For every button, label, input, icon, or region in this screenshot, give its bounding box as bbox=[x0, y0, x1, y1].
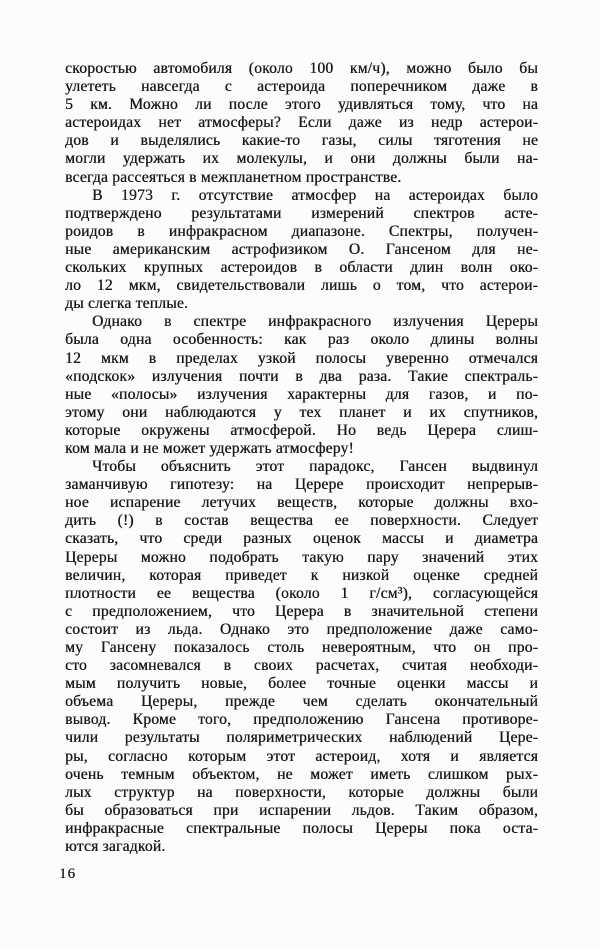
paragraph bbox=[65, 313, 538, 458]
page-text bbox=[65, 60, 538, 856]
text-line: ются загадкой. bbox=[65, 838, 166, 856]
text-line: 5 км. Можно ли после этого удивляться тому, что на bbox=[65, 96, 538, 114]
page-number: 16 bbox=[59, 866, 76, 882]
text-line: состоит из льда. Однако это предположение даже само- bbox=[65, 620, 538, 638]
text-line: сто засомневался в своих расчетах, считая необходи- bbox=[65, 657, 538, 675]
text-line: улететь навсегда с астероида поперечником даже в bbox=[65, 78, 538, 96]
text-line: вывод. Кроме того, предположению Гансена противоре- bbox=[65, 711, 538, 729]
text-line: объема Цереры, прежде чем сделать окончательный bbox=[65, 693, 538, 711]
text-line: величин, которая приведет к низкой оценке средней bbox=[65, 566, 538, 584]
text-line: дов и выделялись какие-то газы, силы тяготения не bbox=[65, 132, 538, 150]
text-line: с предположением, что Церера в значительной степени bbox=[65, 602, 538, 620]
text-line: ло 12 мкм, свидетельствовали лишь о том, что астерои- bbox=[65, 277, 538, 295]
text-line: бы образоваться при испарении льдов. Таким образом, bbox=[65, 801, 538, 819]
text-line: была одна особенность: как раз около длины волны bbox=[65, 331, 538, 349]
text-line: ные американским астрофизиком О. Гансеном для не- bbox=[65, 240, 538, 258]
text-line: астероидах нет атмосферы? Если даже из недр астерои- bbox=[65, 114, 538, 132]
text-line: этому они наблюдаются у тех планет и их спутников, bbox=[65, 403, 538, 421]
text-line: ком мала и не может удержать атмосферу! bbox=[65, 439, 354, 457]
text-line: дить (!) в состав вещества ее поверхности. Следует bbox=[65, 512, 538, 530]
text-line: которые окружены атмосферой. Но ведь Церера слиш- bbox=[65, 421, 538, 439]
text-line: В 1973 г. отсутствие атмосфер на астероидах было bbox=[92, 186, 538, 204]
text-line: скоростью автомобиля (около 100 км/ч), можно было бы bbox=[65, 60, 538, 77]
text-line: Чтобы объяснить этот парадокс, Гансен выдвинул bbox=[92, 458, 538, 476]
text-line: мым получить новые, более точные оценки массы и bbox=[65, 675, 538, 693]
text-line: подтверждено результатами измерений спектров асте- bbox=[65, 204, 538, 222]
paragraph bbox=[65, 60, 538, 187]
text-line: ды слегка теплые. bbox=[65, 295, 189, 313]
text-line: Цереры можно подобрать такую пару значений этих bbox=[65, 548, 538, 566]
text-line: «подскок» излучения почти в два раза. Такие спектраль- bbox=[65, 367, 538, 385]
text-line: лых структур на поверхности, которые должны были bbox=[65, 783, 538, 801]
paragraph bbox=[65, 458, 538, 856]
text-line: скольких крупных астероидов в области длин волн око- bbox=[65, 259, 538, 277]
text-line: ры, согласно которым этот астероид, хотя и является bbox=[65, 747, 538, 765]
text-line: ные «полосы» излучения характерны для газов, и по- bbox=[65, 385, 538, 403]
text-line: инфракрасные спектральные полосы Цереры пока оста- bbox=[65, 819, 538, 837]
text-line: Однако в спектре инфракрасного излучения Цереры bbox=[92, 313, 538, 331]
text-line: заманчивую гипотезу: на Церере происходит непрерыв- bbox=[65, 476, 538, 494]
paragraph bbox=[65, 187, 538, 314]
text-line: сказать, что среди разных оценок массы и диаметра bbox=[65, 530, 538, 548]
text-line: роидов в инфракрасном диапазоне. Спектры, получен- bbox=[65, 222, 538, 240]
text-line: ное испарение летучих веществ, которые должны вхо- bbox=[65, 494, 538, 512]
text-line: чили результаты поляриметрических наблюдений Цере- bbox=[65, 729, 538, 747]
text-line: очень темным объектом, не может иметь слишком рых- bbox=[65, 765, 538, 783]
text-line: му Гансену показалось столь невероятным, что он про- bbox=[65, 639, 538, 656]
text-line: 12 мкм в пределах узкой полосы уверенно отмечался bbox=[65, 349, 538, 367]
text-line: могли удержать их молекулы, и они должны были на- bbox=[65, 150, 538, 168]
text-line: всегда рассеяться в межпланетном пространстве. bbox=[65, 168, 402, 186]
text-line: плотности ее вещества (около 1 г/см³), согласующейся bbox=[65, 584, 538, 602]
